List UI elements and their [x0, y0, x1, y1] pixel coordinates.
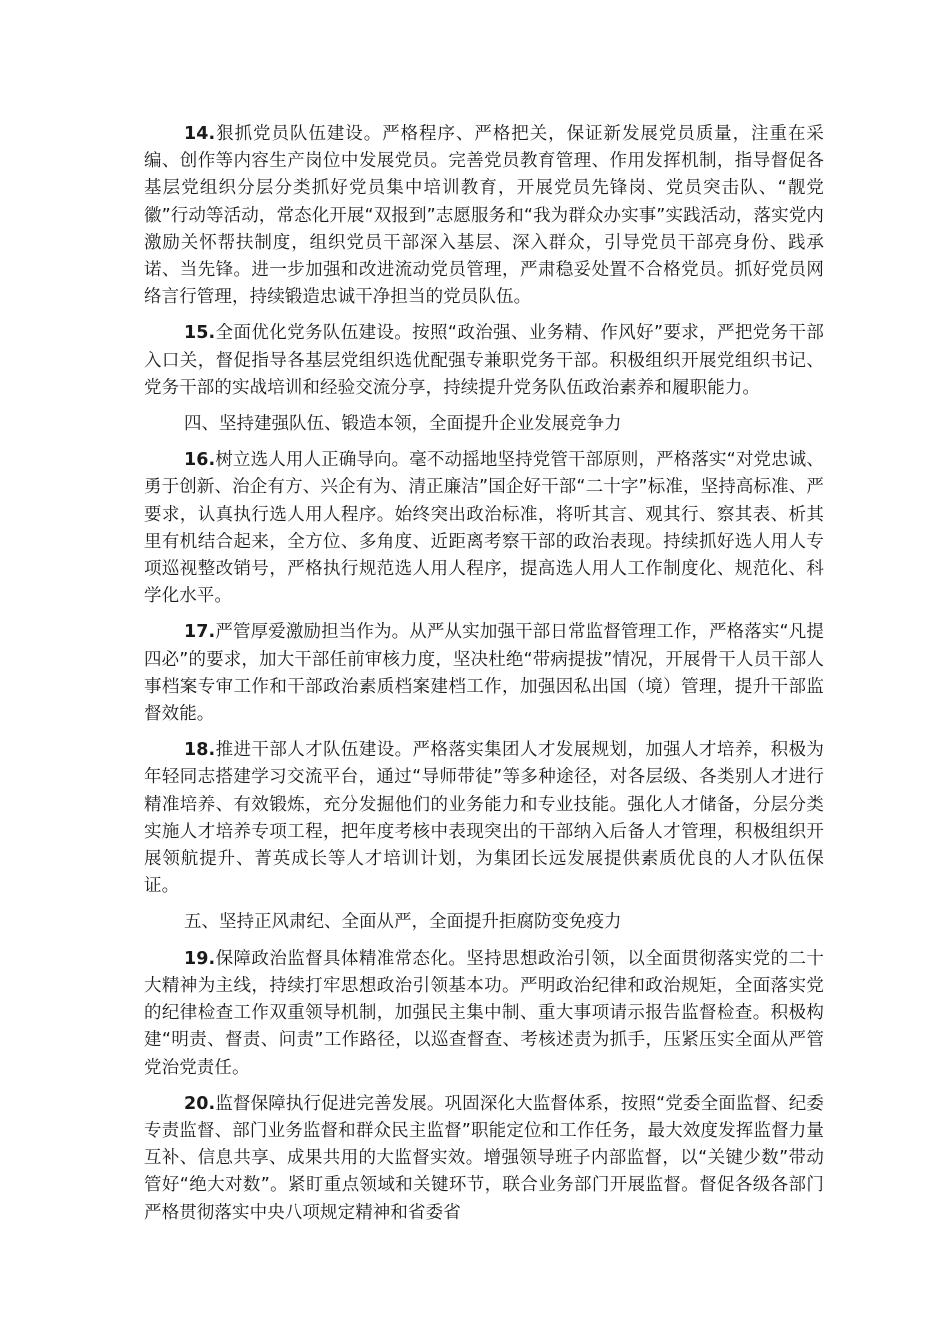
item-number: 17.	[184, 622, 216, 643]
item-text: 监督保障执行促进完善发展。巩固深化大监督体系，按照“党委全面监督、纪委专责监督、部门业务监督和群众民主监督”职能定位和工作任务，最大效度发挥监督力量互补、信息共享、成果共用的大监督实效。增强领导班子内部监督，以“关键少数”带动管好“绝大对数”。紧盯重点领域和关键环节，联合业务部门开展监督。督促各级各部门严格贯彻落实中央八项规定精神和省委省	[144, 1093, 824, 1223]
item-14	[144, 121, 824, 311]
item-16	[144, 447, 824, 610]
item-number: 19.	[184, 948, 216, 969]
item-text: 全面优化党务队伍建设。按照“政治强、业务精、作风好”要求，严把党务干部入口关，督促指导各基层党组织选优配强专兼职党务干部。积极组织开展党组织书记、党务干部的实战培训和经验交流分享，持续提升党务队伍政治素养和履职能力。	[144, 323, 824, 398]
section-heading-4: 四、坚持建强队伍、锻造本领，全面提升企业发展竞争力	[184, 414, 622, 435]
item-number: 15.	[184, 323, 216, 344]
item-17	[144, 619, 824, 728]
item-text: 严管厚爱激励担当作为。从严从实加强干部日常监督管理工作，严格落实“凡提四必”的要求，加大干部任前审核力度，坚决杜绝“带病提拔”情况，开展骨干人员干部人事档案专审工作和干部政治素质档案建档工作，加强因私出国（境）管理，提升干部监督效能。	[144, 622, 824, 725]
item-18	[144, 737, 824, 900]
item-text: 推进干部人才队伍建设。严格落实集团人才发展规划，加强人才培养，积极为年轻同志搭建学习交流平台，通过“导师带徒”等多种途径，对各层级、各类别人才进行精准培养、有效锻炼，充分发掘他们的业务能力和专业技能。强化人才储备，分层分类实施人才培养专项工程，把年度考核中表现突出的干部纳入后备人才管理，积极组织开展领航提升、菁英成长等人才培训计划，为集团长远发展提供素质优良的人才队伍保证。	[144, 740, 824, 897]
item-15	[144, 320, 824, 402]
item-number: 18.	[184, 740, 216, 761]
item-20	[144, 1091, 824, 1227]
document-page	[144, 121, 824, 1236]
item-text: 树立选人用人正确导向。毫不动摇地坚持党管干部原则，严格落实“对党忠诚、勇于创新、治企有方、兴企有为、清正廉洁”国企好干部“二十字”标准，坚持高标准、严要求，认真执行选人用人程序。始终突出政治标准，将听其言、观其行、察其表、析其里有机结合起来，全方位、多角度、近距离考察干部的政治表现。持续抓好选人用人专项巡视整改销号，严格执行规范选人用人程序，提高选人用人工作制度化、规范化、科学化水平。	[144, 450, 824, 607]
item-number: 20.	[184, 1093, 216, 1114]
item-19	[144, 946, 824, 1082]
item-text: 狠抓党员队伍建设。严格程序、严格把关，保证新发展党员质量，注重在采编、创作等内容生产岗位中发展党员。完善党员教育管理、作用发挥机制，指导督促各基层党组织分层分类抓好党员集中培训教育，开展党员先锋岗、党员突击队、“靓党徽”行动等活动，常态化开展“双报到”志愿服务和“我为群众办实事”实践活动，落实党内激励关怀帮扶制度，组织党员干部深入基层、深入群众，引导党员干部亮身份、践承诺、当先锋。进一步加强和改进流动党员管理，严肃稳妥处置不合格党员。抓好党员网络言行管理，持续锻造忠诚干净担当的党员队伍。	[144, 124, 824, 308]
item-number: 14.	[184, 124, 216, 144]
section-heading-5: 五、坚持正风肃纪、全面从严，全面提升拒腐防变免疫力	[184, 912, 622, 933]
item-number: 16.	[184, 450, 216, 471]
item-text: 保障政治监督具体精准常态化。坚持思想政治引领，以全面贯彻落实党的二十大精神为主线，持续打牢思想政治引领基本功。严明政治纪律和政治规矩，全面落实党的纪律检查工作双重领导机制，加强民主集中制、重大事项请示报告监督检查。积极构建“明责、督责、问责”工作路径，以巡查督查、考核述责为抓手，压紧压实全面从严管党治党责任。	[144, 948, 824, 1078]
